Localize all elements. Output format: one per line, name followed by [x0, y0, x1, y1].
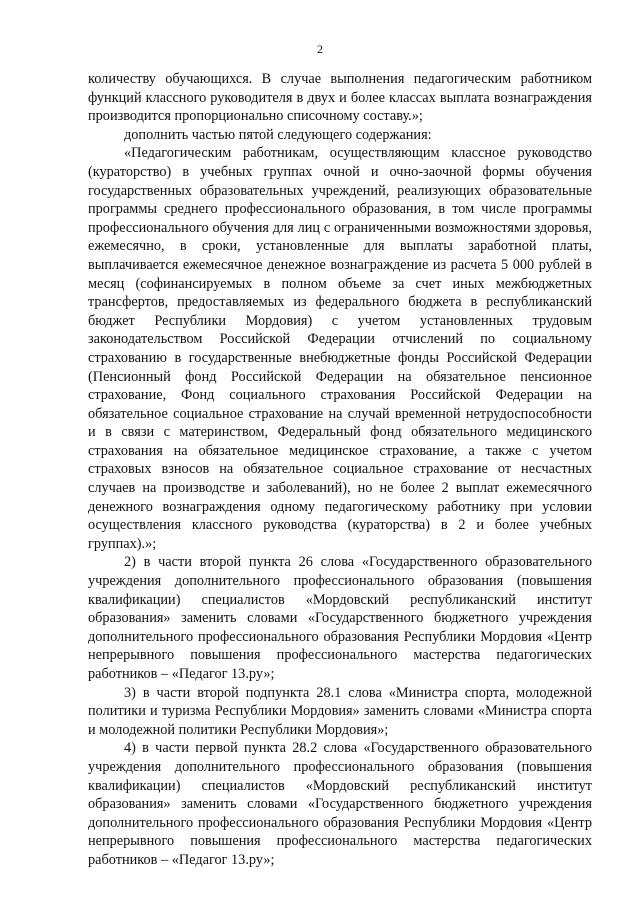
- paragraph-amendment-intro: дополнить частью пятой следующего содержания:: [124, 126, 432, 143]
- paragraph-item-4: 4) в части первой пункта 28.2 слова «Государственного образовательного учреждения дополнительного профессионального образования (повышения квалификации) специалистов «Мордовский республиканский институт образования» заменить словами «Государственного бюджетного учреждения дополнительного профессионального образования Республики Мордовия «Центр непрерывного повышения профессионального мастерства педагогических работников – «Педагог 13.ру»;: [88, 740, 592, 868]
- document-body: [88, 70, 592, 870]
- page-number: 2: [317, 42, 323, 56]
- paragraph-item-3: 3) в части второй подпункта 28.1 слова «Министра спорта, молодежной политики и туризма Республики Мордовия» заменить словами «Министра спорта и молодежной политики Республики Мордовия»;: [88, 684, 592, 738]
- paragraph-continuation: количеству обучающихся. В случае выполнения педагогическим работником функций классного руководителя в двух и более классах выплата вознаграждения производится пропорционально списочному составу.»;: [88, 71, 592, 125]
- paragraph-item-2: 2) в части второй пункта 26 слова «Государственного образовательного учреждения дополнительного профессионального образования (повышения квалификации) специалистов «Мордовский республиканский институт образования» заменить словами «Государственного бюджетного учреждения дополнительного профессионального образования Республики Мордовия «Центр непрерывного повышения профессионального мастерства педагогических работников – «Педагог 13.ру»;: [88, 554, 592, 682]
- paragraph-part-five: «Педагогическим работникам, осуществляющим классное руководство (кураторство) в учебных группах очной и очно-заочной формы обучения государственных образовательных учреждений, реализующих образовательные программы среднего профессионального образования, в том числе программы профессионального обучения для лиц с ограниченными возможностями здоровья, ежемесячно, в сроки, установленные для выплаты заработной платы, выплачивается ежемесячное денежное вознаграждение из расчета 5 000 рублей в месяц (софинансируемых в полном объеме за счет иных межбюджетных трансфертов, предоставляемых из федерального бюджета в республиканский бюджет Республики Мордовия) с учетом установленных трудовым законодательством Российской Федерации отчислений по социальному страхованию в государственные внебюджетные фонды Российской Федерации (Пенсионный фонд Российской Федерации на обязательное пенсионное страхование, Фонд социального страхования Российской Федерации на обязательное социальное страхование на случай временной нетрудоспособности и в связи с материнством, Федеральный фонд обязательного медицинского страхования на обязательное медицинское страхование, а также с учетом страховых взносов на обязательное социальное страхование от несчастных случаев на производстве и заболеваний), но не более 2 выплат ежемесячного денежного вознаграждения одному педагогическому работнику при условии осуществления классного руководства (кураторства) в 2 и более учебных группах).»;: [88, 145, 592, 552]
